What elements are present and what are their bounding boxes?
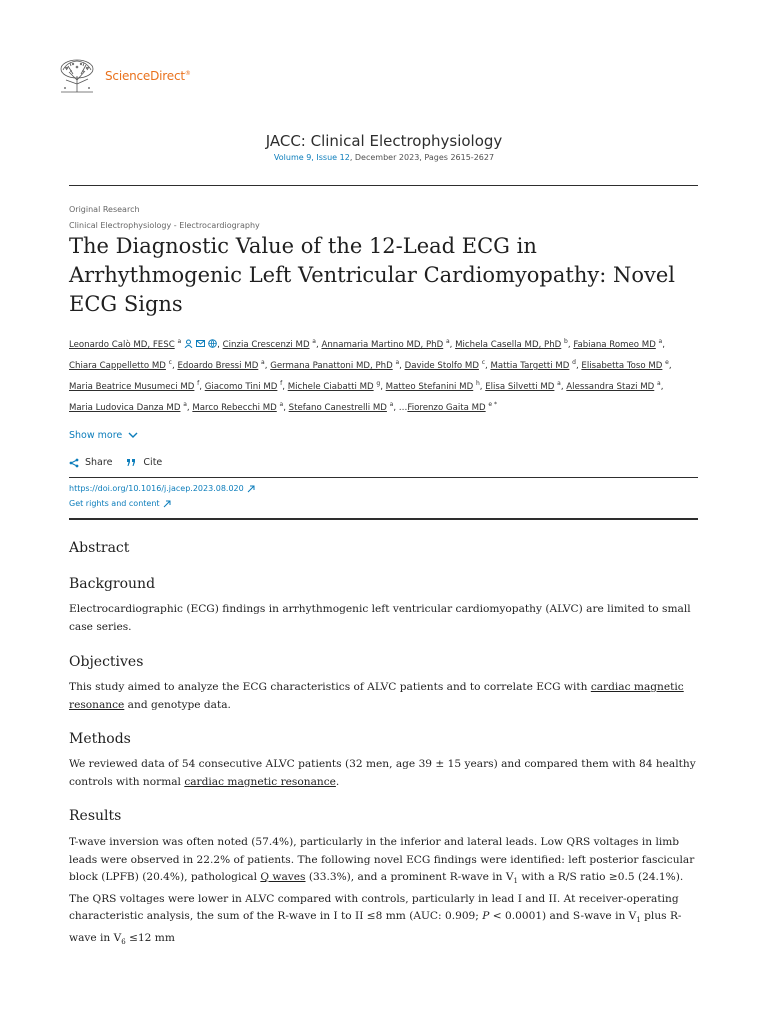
methods-heading: Methods	[69, 731, 131, 747]
author-affiliation[interactable]: a	[312, 338, 316, 345]
author-item[interactable]	[455, 340, 568, 350]
show-more-button[interactable]	[69, 430, 138, 441]
author-item[interactable]	[177, 361, 264, 371]
author-item[interactable]	[205, 382, 283, 392]
author-name[interactable]: Elisabetta Toso MD	[581, 361, 663, 372]
author-affiliation[interactable]: a	[183, 401, 187, 409]
chevron-down-icon	[128, 432, 138, 439]
author-item[interactable]	[581, 361, 668, 371]
cmr-link[interactable]: cardiac magnetic resonance	[69, 681, 684, 711]
author-affiliation[interactable]: a	[395, 359, 400, 367]
author-item[interactable]	[566, 382, 660, 392]
author-item[interactable]	[289, 403, 394, 413]
author-affiliation[interactable]: a	[279, 401, 284, 409]
author-name[interactable]: Cinzia Crescenzi MD	[222, 339, 310, 350]
results-heading: Results	[69, 808, 122, 824]
background-heading: Background	[69, 576, 156, 592]
author-name[interactable]: Alessandra Stazi MD	[566, 382, 655, 393]
abstract-heading: Abstract	[69, 540, 130, 556]
author-item[interactable]	[69, 361, 172, 371]
author-affiliation[interactable]: a	[445, 338, 450, 345]
article-category: Clinical Electrophysiology - Electrocardiography	[69, 221, 260, 230]
author-name[interactable]: Michele Ciabatti MD	[287, 382, 374, 393]
author-affiliation[interactable]: e	[665, 359, 669, 367]
objectives-text: This study aimed to analyze the ECG characteristics of ALVC patients and to correlate ECG with cardiac magnetic resonance and genotype data.	[69, 681, 684, 711]
links-divider	[69, 518, 698, 520]
author-item[interactable]	[490, 361, 575, 371]
globe-icon[interactable]	[208, 339, 217, 348]
rights-link[interactable]	[69, 499, 171, 508]
author-name[interactable]: Elisa Silvetti MD	[485, 382, 555, 393]
author-affiliation[interactable]: a	[658, 338, 663, 345]
author-name[interactable]: Annamaria Martino MD, PhD	[321, 339, 444, 350]
methods-text: We reviewed data of 54 consecutive ALVC patients (32 men, age 39 ± 15 years) and compared them with 84 healthy controls with normal cardiac magnetic resonance.	[69, 758, 696, 788]
author-affiliation[interactable]: a	[177, 338, 182, 345]
volume-issue-link[interactable]: Volume 9, Issue 12	[273, 153, 350, 162]
actions-divider	[69, 477, 698, 478]
author-item[interactable]	[321, 340, 449, 350]
author-item[interactable]	[223, 340, 316, 350]
author-name[interactable]: Maria Beatrice Musumeci MD	[69, 382, 195, 393]
cite-label: Cite	[143, 457, 163, 468]
header-divider	[69, 185, 698, 186]
share-icon	[69, 458, 79, 468]
results-text: T-wave inversion was often noted (57.4%), particularly in the inferior and lateral leads. Low QRS voltages in limb leads were observed in 22.2% of patients. The following novel ECG findings were identified: left posterior fascicular block (LPFB) (20.4%), pathological Q waves (33.3%), and a prominent R-wave in $V_1$ with a R/S ratio ≥0.5 (24.1%). The QRS voltages were lower in ALVC compared with controls, particularly in lead I and II. At receiver-operating characteristic analysis, the sum of the R-wave in I to II ≤8 mm (AUC: 0.909; P < 0.0001) and S-wave in $V_1$ plus R-wave in $V_6 \le 12$ mm	[69, 836, 695, 947]
author-item[interactable]	[407, 403, 497, 413]
author-item[interactable]	[405, 361, 485, 371]
share-label: Share	[85, 457, 113, 468]
author-item[interactable]	[386, 382, 480, 392]
author-name[interactable]: Giacomo Tini MD	[204, 382, 278, 393]
author-item[interactable]	[270, 361, 399, 371]
author-affiliation[interactable]: c	[168, 359, 172, 367]
author-name[interactable]: Germana Panattoni MD, PhD	[270, 361, 393, 372]
author-name[interactable]: Davide Stolfo MD	[404, 361, 479, 372]
author-affiliation[interactable]: g	[376, 380, 381, 388]
article-title: The Diagnostic Value of the 12-Lead ECG in Arrhythmogenic Left Ventricular Cardiomyopathy: Novel ECG Signs	[69, 234, 675, 316]
author-name[interactable]: Fabiana Romeo MD	[573, 339, 656, 350]
elsevier-tree-icon	[57, 58, 97, 94]
author-item[interactable]	[288, 382, 380, 392]
sciencedirect-logo[interactable]	[57, 58, 191, 94]
author-name[interactable]: Marco Rebecchi MD	[192, 403, 277, 414]
author-name[interactable]: Chiara Cappelletto MD	[69, 361, 166, 372]
doi-link[interactable]	[69, 484, 255, 493]
author-affiliation[interactable]: b	[564, 338, 568, 345]
author-affiliation[interactable]: a	[261, 359, 265, 367]
author-name[interactable]: Fiorenzo Gaita MD	[407, 403, 486, 414]
author-item[interactable]	[69, 403, 187, 413]
author-item[interactable]	[192, 403, 283, 413]
background-text: Electrocardiographic (ECG) findings in arrhythmogenic left ventricular cardiomyopathy (ALVC) are limited to small case series.	[69, 603, 691, 633]
authors-ellipsis: …	[398, 403, 408, 414]
external-link-icon	[163, 500, 171, 508]
objectives-heading: Objectives	[69, 654, 144, 670]
cmr-link[interactable]: cardiac magnetic resonance	[184, 775, 336, 788]
show-more-label: Show more	[69, 430, 123, 441]
share-button[interactable]	[69, 457, 112, 468]
external-link-icon	[247, 485, 255, 493]
author-name[interactable]: Matteo Stefanini MD	[385, 382, 474, 393]
author-item[interactable]	[573, 340, 662, 350]
q-waves-link[interactable]: Q waves	[260, 871, 306, 884]
author-affiliation[interactable]: f	[280, 380, 283, 388]
journal-issue-info: Volume 9, Issue 12, December 2023, Pages 2615-2627	[273, 153, 495, 162]
person-icon[interactable]	[184, 339, 193, 348]
author-affiliation[interactable]: h	[475, 380, 480, 388]
author-name[interactable]: Leonardo Calò MD, FESC	[69, 339, 175, 350]
rights-text: Get rights and content	[69, 499, 160, 508]
email-icon[interactable]	[196, 339, 205, 348]
author-affiliation[interactable]: d	[572, 359, 576, 367]
article-actions	[69, 457, 176, 468]
author-affiliation[interactable]: a	[389, 401, 394, 409]
logo-text: ScienceDirect®	[105, 69, 191, 83]
quote-icon	[126, 458, 137, 467]
author-list: Leonardo Calò MD, FESC $^a$ , Cinzia Crescenzi MD $^a$, Annamaria Martino MD, PhD $^a$, Michela Casella MD, PhD $^b$, Fabiana Romeo MD $^a$, Chiara Cappelletto MD $^c$, Edoardo Bressi MD $^a$, Germana Panattoni MD, PhD $^a$, Davide Stolfo MD $^c$, Mattia Targetti MD $^d$, Elisabetta Toso MD $^e$, Maria Beatrice Musumeci MD $^f$, Giacomo Tini MD $^f$, Michele Ciabatti MD $^g$, Matteo Stefanini MD $^h$, Elisa Silvetti MD $^a$, Alessandra Stazi MD $^a$, Maria Ludovica Danza MD $^a$, Marco Rebecchi MD $^a$, Stefano Canestrelli MD $^a$, …Fiorenzo Gaita MD $^{e *}$	[69, 338, 672, 414]
author-name[interactable]: Stefano Canestrelli MD	[288, 403, 387, 414]
author-name[interactable]: Maria Ludovica Danza MD	[69, 403, 181, 414]
journal-title[interactable]: JACC: Clinical Electrophysiology	[265, 132, 503, 150]
author-item[interactable]	[69, 382, 199, 392]
author-name[interactable]: Mattia Targetti MD	[490, 361, 570, 372]
author-item[interactable]	[485, 382, 561, 392]
cite-button[interactable]	[126, 457, 162, 468]
author-name[interactable]: Edoardo Bressi MD	[177, 361, 259, 372]
author-affiliation[interactable]: f	[197, 380, 200, 388]
article-type: Original Research	[69, 205, 140, 214]
author-affiliation[interactable]: a	[557, 380, 561, 388]
author-affiliation[interactable]: a	[657, 380, 661, 388]
author-name[interactable]: Michela Casella MD, PhD	[455, 339, 562, 350]
author-affiliation[interactable]: e *	[488, 401, 497, 409]
doi-text: https://doi.org/10.1016/j.jacep.2023.08.020	[69, 484, 244, 493]
journal-header	[0, 132, 768, 162]
author-affiliation[interactable]: c	[481, 359, 485, 367]
author-item[interactable]	[69, 340, 217, 350]
